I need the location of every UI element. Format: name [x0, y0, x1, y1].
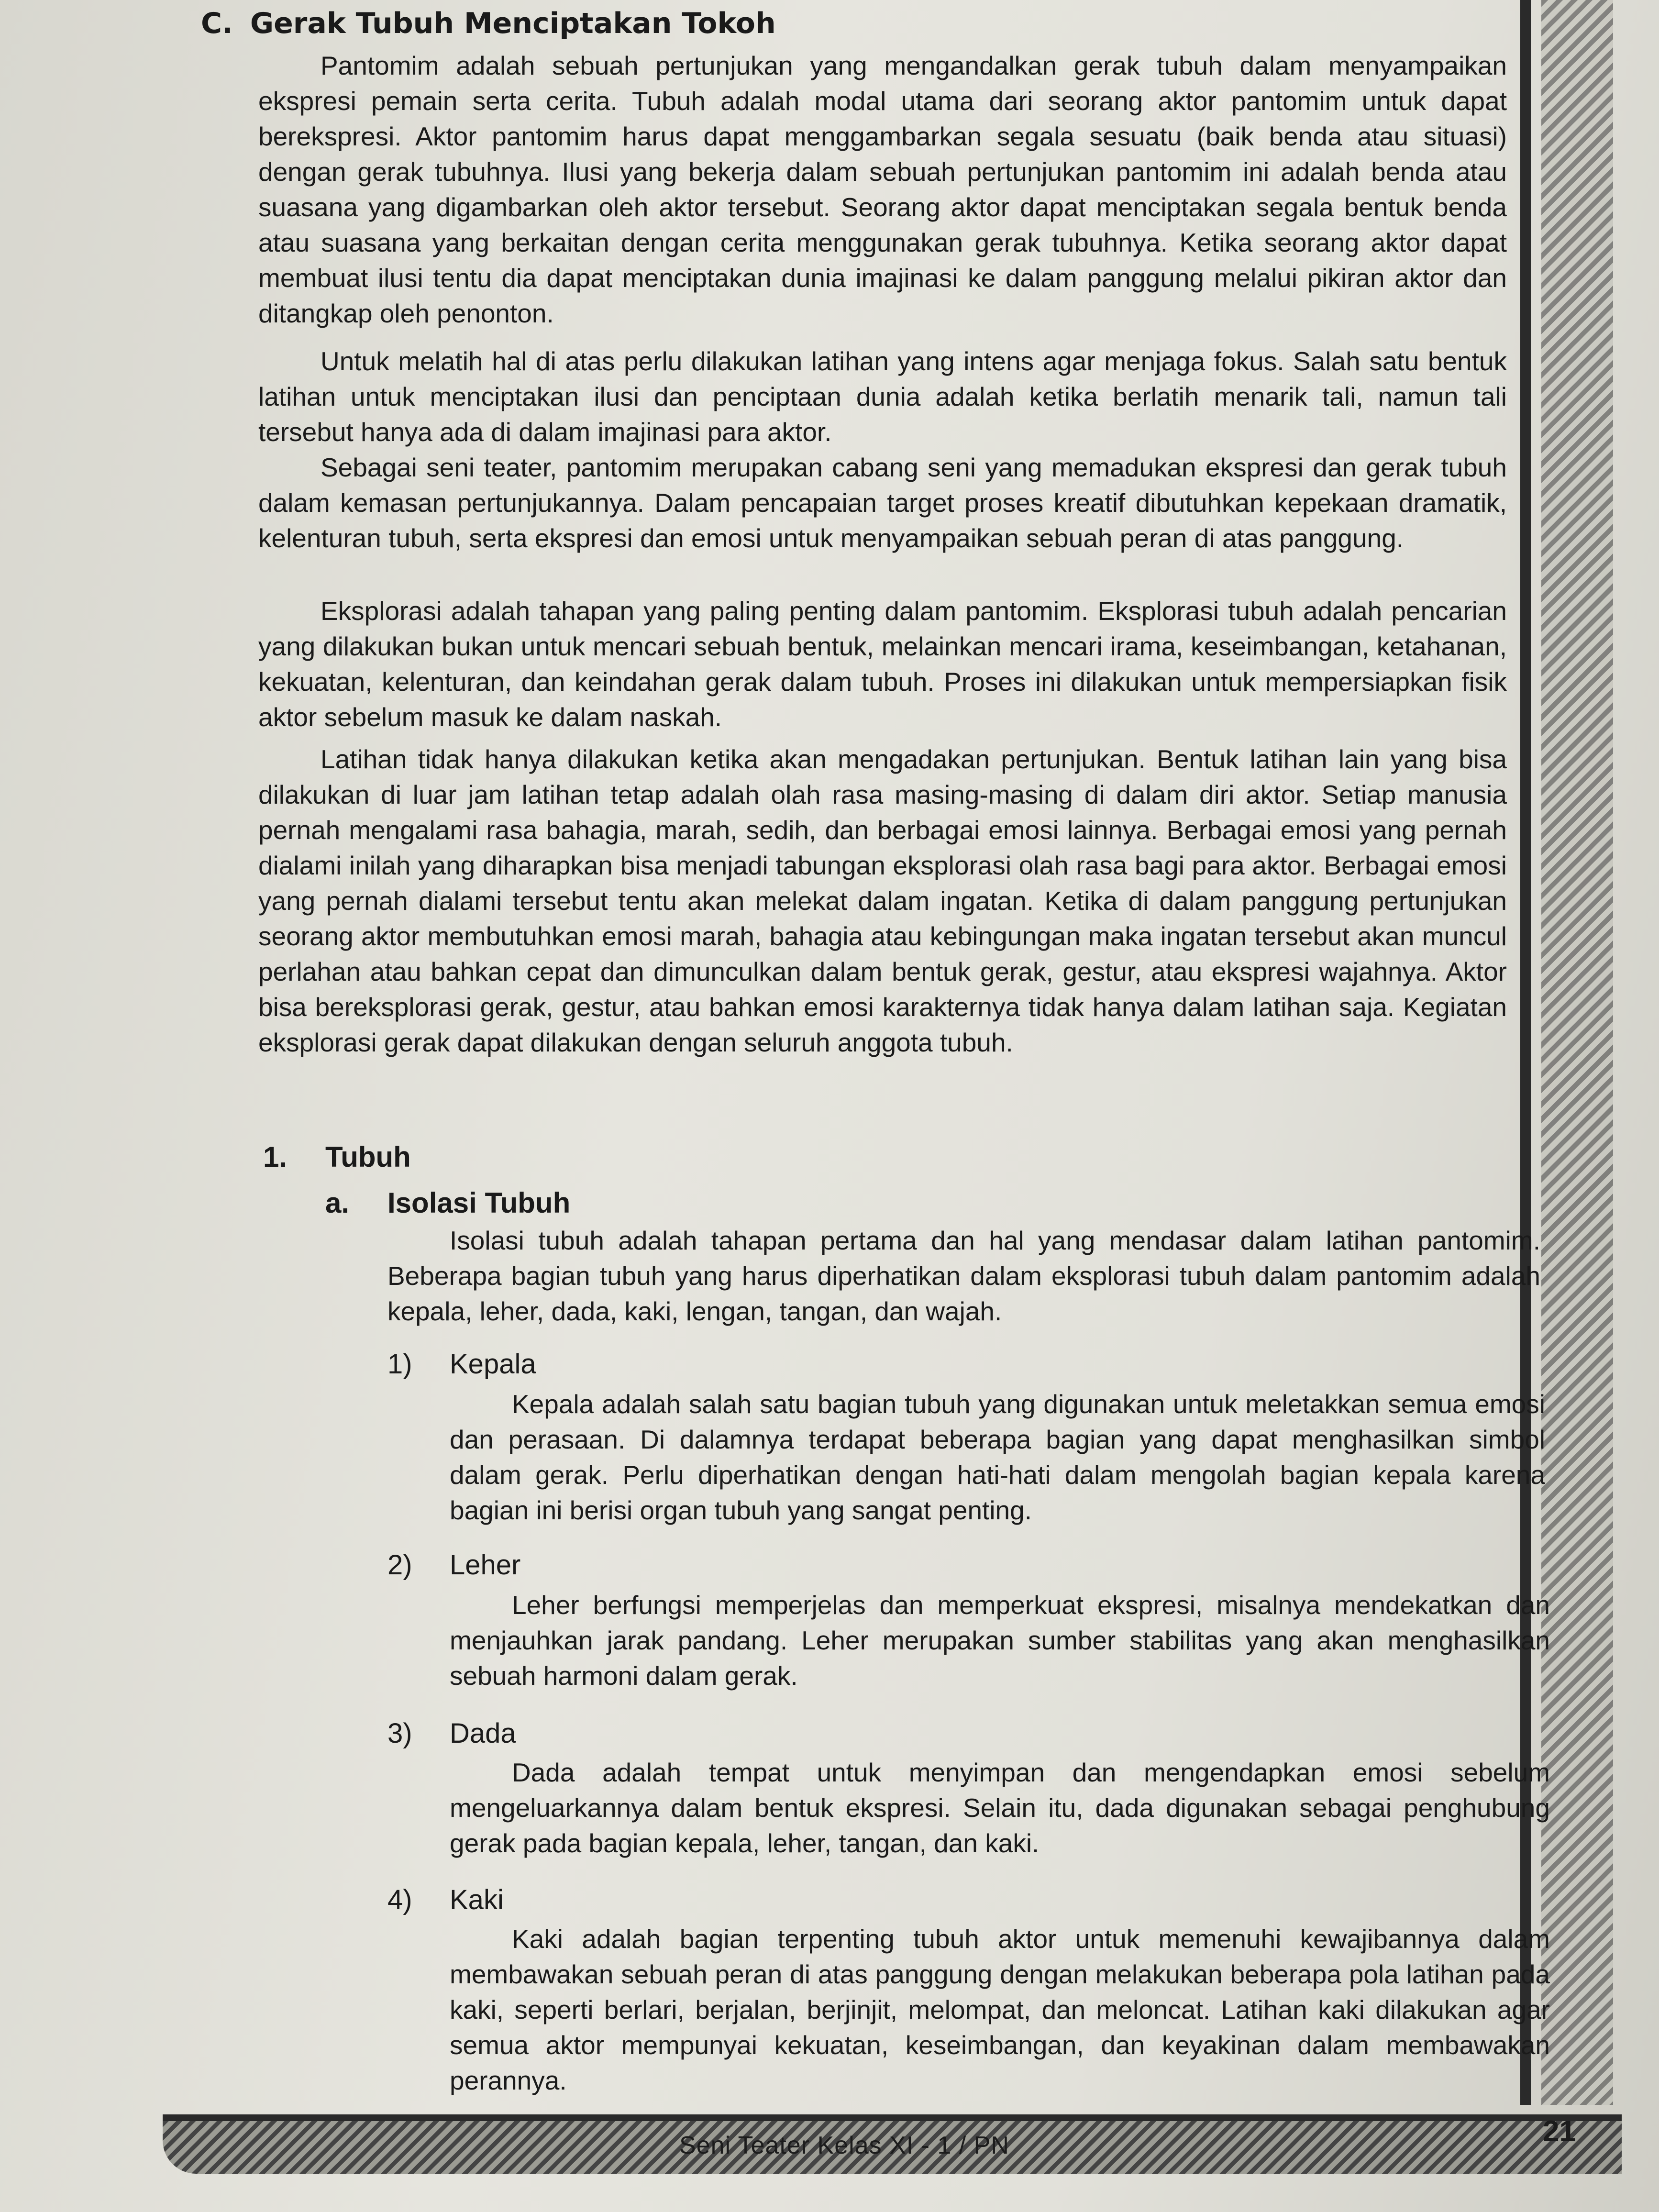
item-kepala-text: Kepala adalah salah satu bagian tubuh yang digunakan untuk meletakkan semua emosi dan perasaan. Di dalamnya terdapat beberapa bagian yang dapat menghasilkan simbol dalam gerak. Perlu diperhatikan dengan hati-hati dalam mengolah bagian kepala karena bagian ini berisi organ tubuh yang sangat penting.: [450, 1389, 1545, 1525]
paragraph-4: Eksplorasi adalah tahapan yang paling penting dalam pantomim. Eksplorasi tubuh adalah pencarian yang dilakukan bukan untuk mencari sebuah bentuk, melainkan mencari irama, keseimbangan, ketahanan, kekuatan, kelenturan, dan keindahan gerak dalam tubuh. Proses ini dilakukan untuk mempersiapkan fisik aktor sebelum masuk ke dalam naskah.: [258, 596, 1507, 732]
subsection-heading: [263, 1140, 411, 1173]
item-number: 2): [387, 1549, 412, 1581]
item-number: 4): [387, 1884, 412, 1915]
item-title: Kaki: [450, 1884, 504, 1915]
footer-book-label: Seni Teater Kelas XI - 1 / PN: [679, 2132, 1009, 2159]
item-kaki-text: Kaki adalah bagian terpenting tubuh aktor untuk memenuhi kewajibannya dalam membawakan sebuah peran di atas panggung dengan melakukan beberapa pola latihan pada kaki, seperti berlari, berjalan, berjinjit, melompat, dan meloncat. Latihan kaki dilakukan agar semua aktor mempunyai kekuatan, keseimbangan, dan keyakinan dalam membawakan perannya.: [450, 1924, 1550, 2095]
subsubsection-title: Isolasi Tubuh: [387, 1187, 571, 1219]
item-leher-text: Leher berfungsi memperjelas dan memperkuat ekspresi, misalnya mendekatkan dan menjauhkan jarak pandang. Leher merupakan sumber stabilitas yang akan menghasilkan sebuah harmoni dalam gerak.: [450, 1590, 1550, 1691]
paragraph-3: Sebagai seni teater, pantomim merupakan cabang seni yang memadukan ekspresi dan gerak tubuh dalam kemasan pertunjukannya. Dalam pencapaian target proses kreatif dibutuhkan kepekaan dramatik, kelenturan tubuh, serta ekspresi dan emosi untuk menyampaikan sebuah peran di atas panggung.: [258, 453, 1507, 553]
subsection-number: 1.: [263, 1141, 288, 1173]
subsection-title: Tubuh: [325, 1141, 411, 1173]
page-number: 21: [1543, 2115, 1576, 2148]
item-title: Dada: [450, 1718, 516, 1749]
item-dada-text: Dada adalah tempat untuk menyimpan dan mengendapkan emosi sebelum mengeluarkannya dalam bentuk ekspresi. Selain itu, dada digunakan sebagai penghubung gerak pada bagian kepala, leher, tangan, dan kaki.: [450, 1758, 1550, 1858]
item-kepala-heading: [387, 1348, 536, 1380]
page-edge-decoration: [1541, 0, 1613, 2105]
section-letter: C.: [201, 7, 233, 40]
subsubsection-heading: [325, 1186, 570, 1219]
subsubsection-intro: Isolasi tubuh adalah tahapan pertama dan hal yang mendasar dalam latihan pantomim. Beberapa bagian tubuh yang harus diperhatikan dalam eksplorasi tubuh dalam pantomim adalah kepala, leher, dada, kaki, lengan, tangan, dan wajah.: [387, 1226, 1540, 1326]
item-title: Leher: [450, 1549, 521, 1581]
item-dada-heading: [387, 1717, 516, 1749]
paragraph-2: Untuk melatih hal di atas perlu dilakukan latihan yang intens agar menjaga fokus. Salah satu bentuk latihan untuk menciptakan ilusi dan penciptaan dunia adalah ketika berlatih menarik tali, namun tali tersebut hanya ada di dalam imajinasi para aktor.: [258, 346, 1507, 447]
item-title: Kepala: [450, 1349, 536, 1380]
section-title: Gerak Tubuh Menciptakan Tokoh: [250, 7, 776, 40]
paragraph-1: Pantomim adalah sebuah pertunjukan yang mengandalkan gerak tubuh dalam menyampaikan ekspresi pemain serta cerita. Tubuh adalah modal utama dari seorang aktor pantomim untuk dapat berekspresi. Aktor pantomim harus dapat menggambarkan segala sesuatu (baik benda atau situasi) dengan gerak tubuhnya. Ilusi yang bekerja dalam sebuah pertunjukan pantomim ini adalah benda atau suasana yang digambarkan oleh aktor tersebut. Seorang aktor dapat menciptakan segala bentuk benda atau suasana yang berkaitan dengan cerita menggunakan gerak tubuhnya. Ketika seorang aktor dapat membuat ilusi tentu dia dapat menciptakan dunia imajinasi ke dalam panggung melalui pikiran aktor dan ditangkap oleh penonton.: [258, 51, 1507, 328]
item-number: 3): [387, 1718, 412, 1749]
subsubsection-letter: a.: [325, 1187, 350, 1219]
section-heading: [201, 7, 776, 40]
paragraph-5: Latihan tidak hanya dilakukan ketika akan mengadakan pertunjukan. Bentuk latihan lain yang bisa dilakukan di luar jam latihan tetap adalah olah rasa masing-masing di dalam diri aktor. Setiap manusia pernah mengalami rasa bahagia, marah, sedih, dan berbagai emosi lainnya. Berbagai emosi yang pernah dialami inilah yang diharapkan bisa menjadi tabungan eksplorasi olah rasa bagi para aktor. Berbagai emosi yang pernah dialami tersebut tentu akan melekat dalam ingatan. Ketika di dalam panggung pertunjukan seorang aktor membutuhkan emosi marah, bahagia atau kebingungan maka ingatan tersebut akan muncul perlahan atau bahkan cepat dan dimunculkan dalam bentuk gerak, gestur, atau ekspresi wajahnya. Aktor bisa bereksplorasi gerak, gestur, atau bahkan emosi karakternya tidak hanya dalam latihan saja. Kegiatan eksplorasi gerak dapat dilakukan dengan seluruh anggota tubuh.: [258, 744, 1507, 1057]
item-leher-heading: [387, 1549, 520, 1581]
item-kaki-heading: [387, 1884, 504, 1916]
item-number: 1): [387, 1349, 412, 1380]
